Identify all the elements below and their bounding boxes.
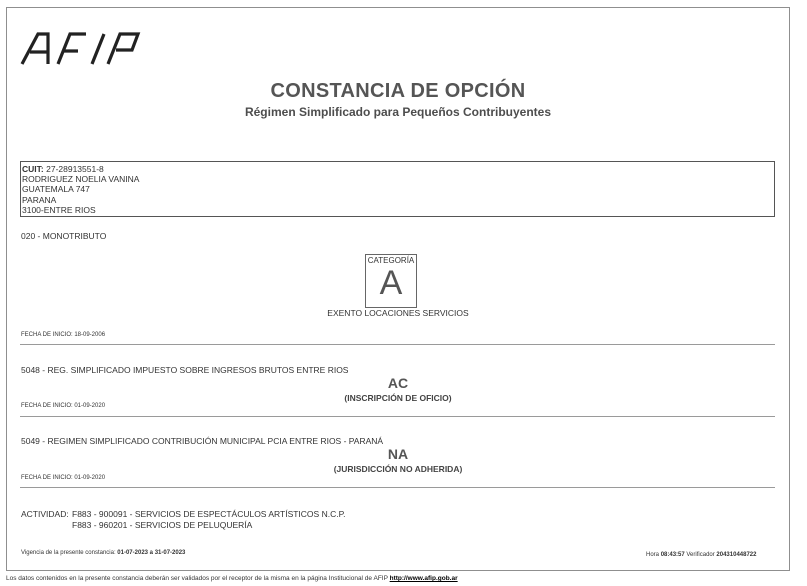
- categoria-value: A: [379, 264, 403, 302]
- cuit-label: CUIT:: [22, 164, 44, 174]
- verificador-label: Verificador: [686, 552, 715, 558]
- regimen-label: 020 - MONOTRIBUTO: [21, 231, 107, 241]
- contribuyente-box: [20, 161, 775, 217]
- vigencia-desde: 01-07-2023: [117, 550, 148, 556]
- verificador-value: 204310448722: [716, 552, 757, 558]
- page-subtitle: Régimen Simplificado para Pequeños Contribuyentes: [244, 105, 552, 119]
- vigencia-label: Vigencia de la presente constancia:: [21, 550, 116, 556]
- footer-note: [6, 575, 458, 582]
- afip-link[interactable]: http://www.afip.gob.ar: [389, 575, 458, 582]
- vigencia-separador: a: [149, 550, 154, 556]
- categoria-detalle: EXENTO LOCACIONES SERVICIOS: [327, 308, 469, 318]
- cuit-value: 27-28913551-8: [46, 164, 104, 174]
- municipal-fecha-inicio: FECHA DE INICIO: 01-09-2020: [21, 475, 106, 481]
- contribuyente-localidad: PARANA: [22, 194, 57, 205]
- footer-text: Los datos contenidos en la presente constancia deberán ser validados por el receptor de la misma en la página Institucional de AFIP: [6, 575, 388, 582]
- hora-value: 08:43:57: [660, 552, 685, 558]
- contribuyente-nombre: RODRIGUEZ NOELIA VANINA: [22, 174, 140, 185]
- ingresos-brutos-codigo: AC: [387, 375, 409, 391]
- ingresos-brutos-descripcion: 5048 - REG. SIMPLIFICADO IMPUESTO SOBRE INGRESOS BRUTOS ENTRE RIOS: [21, 365, 349, 375]
- actividad-label: ACTIVIDAD:: [21, 509, 69, 519]
- municipal-descripcion: 5049 - REGIMEN SIMPLIFICADO CONTRIBUCIÓN MUNICIPAL PCIA ENTRE RIOS - PARANÁ: [21, 436, 384, 446]
- contribuyente-domicilio: GUATEMALA 747: [22, 184, 90, 195]
- vigencia: [21, 550, 185, 556]
- actividad-linea-2: F883 - 960201 - SERVICIOS DE PELUQUERÍA: [72, 520, 253, 530]
- afip-logo: [20, 32, 142, 66]
- cuit-line: [22, 164, 773, 174]
- municipal-codigo: NA: [387, 446, 409, 462]
- page-title: CONSTANCIA DE OPCIÓN: [270, 80, 526, 102]
- hora-label: Hora: [646, 552, 660, 558]
- contribuyente-cp-provincia: 3100-ENTRE RIOS: [22, 204, 96, 215]
- categoria-box: [365, 254, 417, 308]
- actividad-linea-1: F883 - 900091 - SERVICIOS DE ESPECTÁCULOS ARTÍSTICOS N.C.P.: [72, 509, 346, 519]
- municipal-detalle: (JURISDICCIÓN NO ADHERIDA): [333, 464, 463, 474]
- fecha-inicio-monotributo: FECHA DE INICIO: 18-09-2006: [21, 332, 106, 338]
- ingresos-brutos-detalle: (INSCRIPCIÓN DE OFICIO): [344, 393, 452, 403]
- ingresos-brutos-fecha-inicio: FECHA DE INICIO: 01-09-2020: [21, 403, 106, 409]
- categoria-label: CATEGORÍA: [367, 256, 415, 265]
- divider: [20, 487, 775, 488]
- divider: [20, 416, 775, 417]
- divider: [20, 344, 775, 345]
- vigencia-hasta: 31-07-2023: [154, 550, 186, 556]
- hora-verificador: [646, 552, 756, 558]
